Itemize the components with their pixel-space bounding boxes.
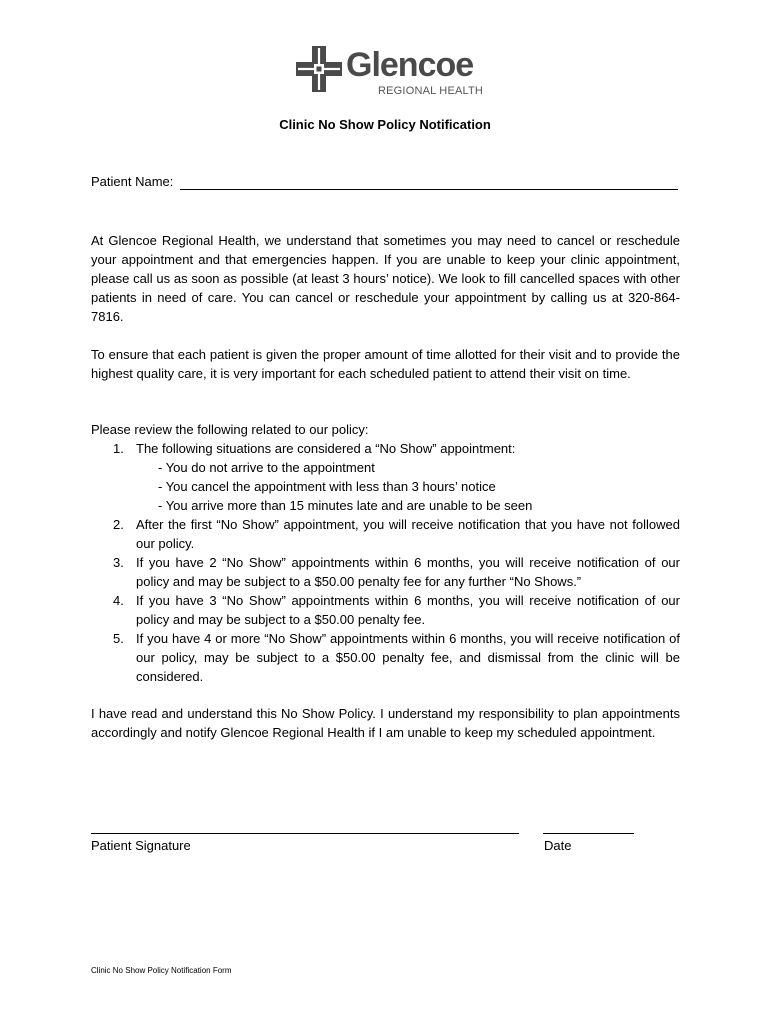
sub-item: - You arrive more than 15 minutes late and are unable to be seen bbox=[158, 498, 533, 513]
policy-intro: Please review the following related to our policy: bbox=[91, 422, 369, 437]
attendance-paragraph: To ensure that each patient is given the proper amount of time allotted for their visit and to provide the highest quality care, it is very important for each scheduled patient to attend their visit on time. bbox=[91, 347, 680, 381]
document-title: Clinic No Show Policy Notification bbox=[279, 117, 491, 132]
intro-paragraph: At Glencoe Regional Health, we understand that sometimes you may need to cancel or reschedule your appointment and that emergencies happen. If you are unable to keep your clinic appointment, please call us as soon as possible (at least 3 hours’ notice). We look to fill cancelled spaces with other patients in need of care. You can cancel or reschedule your appointment by calling us at 320-864-7816. bbox=[91, 233, 680, 324]
list-number: 5. bbox=[113, 631, 124, 646]
patient-name-field[interactable] bbox=[180, 189, 678, 190]
list-number: 1. bbox=[113, 441, 124, 456]
footer-text: Clinic No Show Policy Notification Form bbox=[91, 966, 232, 975]
glencoe-logo bbox=[296, 44, 486, 100]
list-item-text: If you have 3 “No Show” appointments within 6 months, you will receive notification of our policy and may be subject to a $50.00 penalty fee. bbox=[136, 593, 680, 627]
patient-name-label: Patient Name: bbox=[91, 174, 174, 189]
policy-list bbox=[91, 439, 680, 686]
list-item bbox=[91, 439, 680, 515]
list-item-text: If you have 2 “No Show” appointments within 6 months, you will receive notification of our policy and may be subject to a $50.00 penalty fee for any further “No Shows.” bbox=[136, 555, 680, 589]
no-show-situations bbox=[136, 458, 680, 515]
list-number: 4. bbox=[113, 593, 124, 608]
list-item bbox=[91, 515, 680, 553]
logo-name: Glencoe bbox=[346, 46, 474, 84]
logo-subtitle: REGIONAL HEALTH bbox=[378, 85, 484, 97]
cross-logo-icon bbox=[296, 46, 342, 92]
list-item-text: After the first “No Show” appointment, you will receive notification that you have not followed our policy. bbox=[136, 517, 680, 551]
list-item-text: If you have 4 or more “No Show” appointments within 6 months, you will receive notification of our policy, may be subject to a $50.00 penalty fee, and dismissal from the clinic will be considered. bbox=[136, 631, 680, 684]
date-label: Date bbox=[544, 838, 572, 853]
list-number: 2. bbox=[113, 517, 124, 532]
date-field[interactable] bbox=[543, 833, 634, 834]
list-number: 3. bbox=[113, 555, 124, 570]
signature-field[interactable] bbox=[91, 833, 519, 834]
list-item-text: The following situations are considered a “No Show” appointment: bbox=[136, 441, 516, 456]
sub-item: - You do not arrive to the appointment bbox=[158, 460, 375, 475]
signature-label: Patient Signature bbox=[91, 838, 191, 853]
list-item bbox=[91, 629, 680, 686]
list-item bbox=[91, 553, 680, 591]
sub-item: - You cancel the appointment with less than 3 hours’ notice bbox=[158, 479, 496, 494]
acknowledgement-paragraph: I have read and understand this No Show Policy. I understand my responsibility to plan appointments accordingly and notify Glencoe Regional Health if I am unable to keep my scheduled appointment. bbox=[91, 706, 680, 740]
list-item bbox=[91, 591, 680, 629]
